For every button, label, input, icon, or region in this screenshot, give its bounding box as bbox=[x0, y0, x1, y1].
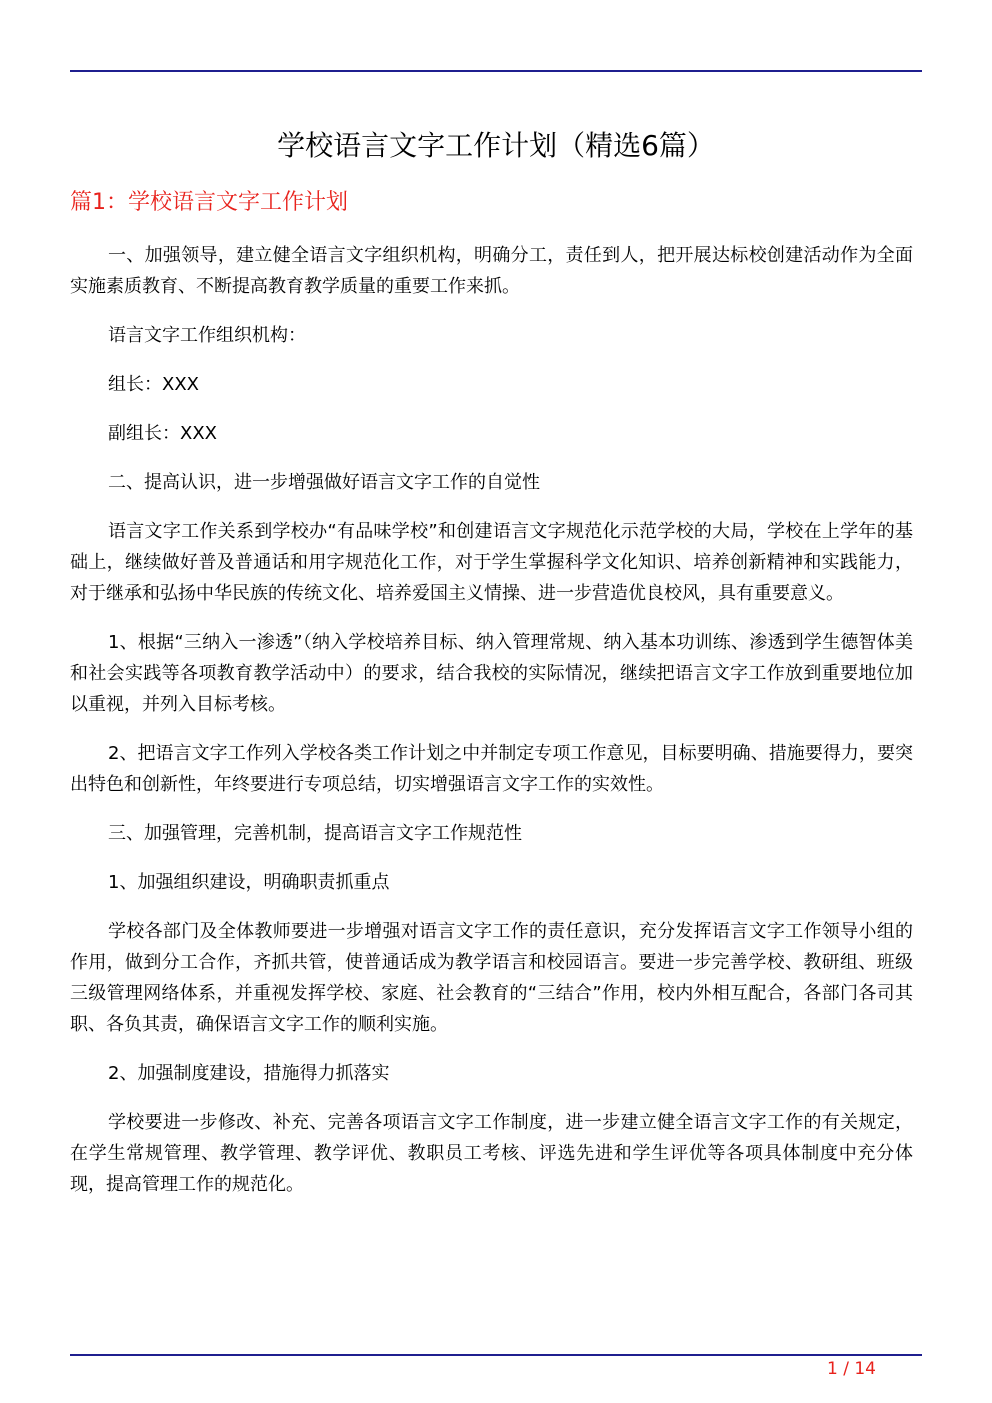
paragraph: 2、加强制度建设，措施得力抓落实 bbox=[108, 1063, 390, 1084]
paragraph: 1、根据“三纳入一渗透”（纳入学校培养目标、纳入管理常规、纳入基本功训练、渗透到学生德智体美和社会实践等各项教育教学活动中）的要求，结合我校的实际情况，继续把语言文字工作放到重要地位加以重视，并列入目标考核。 bbox=[70, 632, 913, 715]
paragraph: 组长：XXX bbox=[108, 374, 199, 395]
bottom-rule bbox=[70, 1354, 922, 1356]
paragraph: 二、提高认识，进一步增强做好语言文字工作的自觉性 bbox=[108, 472, 540, 493]
document-body bbox=[70, 240, 913, 1218]
paragraph: 三、加强管理，完善机制，提高语言文字工作规范性 bbox=[108, 823, 522, 844]
paragraph: 学校要进一步修改、补充、完善各项语言文字工作制度，进一步建立健全语言文字工作的有关规定，在学生常规管理、教学管理、教学评优、教职员工考核、评选先进和学生评优等各项具体制度中充分体现，提高管理工作的规范化。 bbox=[70, 1112, 913, 1195]
document-title: 学校语言文字工作计划（精选6篇） bbox=[277, 129, 715, 162]
paragraph: 语言文字工作关系到学校办“有品味学校”和创建语言文字规范化示范学校的大局，学校在上学年的基础上，继续做好普及普通话和用字规范化工作，对于学生掌握科学文化知识、培养创新精神和实践能力，对于继承和弘扬中华民族的传统文化、培养爱国主义情操、进一步营造优良校风，具有重要意义。 bbox=[70, 521, 913, 604]
paragraph: 一、加强领导，建立健全语言文字组织机构，明确分工，责任到人，把开展达标校创建活动作为全面实施素质教育、不断提高教育教学质量的重要工作来抓。 bbox=[70, 245, 913, 297]
page-number: 1 / 14 bbox=[827, 1359, 876, 1379]
paragraph: 语言文字工作组织机构： bbox=[108, 325, 306, 346]
top-rule bbox=[70, 70, 922, 72]
paragraph: 2、把语言文字工作列入学校各类工作计划之中并制定专项工作意见，目标要明确、措施要得力，要突出特色和创新性，年终要进行专项总结，切实增强语言文字工作的实效性。 bbox=[70, 743, 913, 795]
paragraph: 1、加强组织建设，明确职责抓重点 bbox=[108, 872, 390, 893]
paragraph: 学校各部门及全体教师要进一步增强对语言文字工作的责任意识，充分发挥语言文字工作领导小组的作用，做到分工合作，齐抓共管，使普通话成为教学语言和校园语言。要进一步完善学校、教研组、班级三级管理网络体系，并重视发挥学校、家庭、社会教育的“三结合”作用，校内外相互配合，各部门各司其职、各负其责，确保语言文字工作的顺利实施。 bbox=[70, 921, 913, 1035]
paragraph: 副组长：XXX bbox=[108, 423, 217, 444]
section-heading: 篇1：学校语言文字工作计划 bbox=[70, 190, 348, 215]
